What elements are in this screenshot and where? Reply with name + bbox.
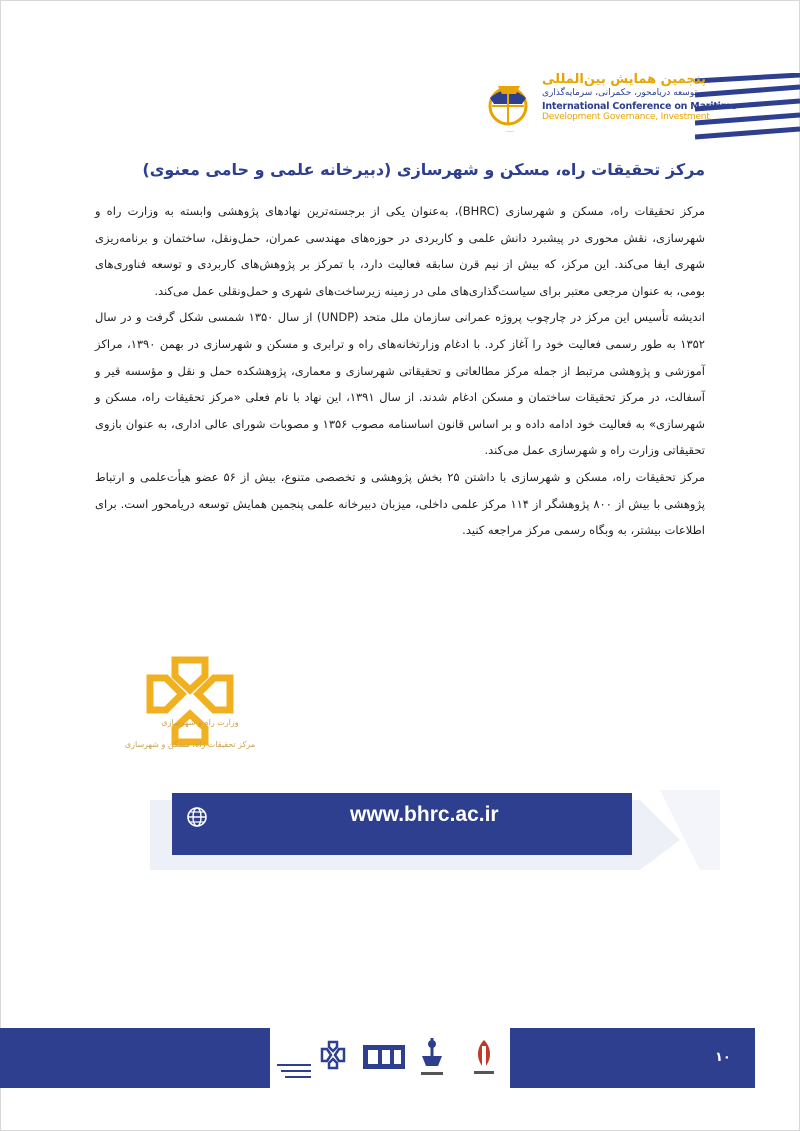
svg-text:___: ___ [506,126,514,132]
body-text [95,198,705,544]
maritime-logo-icon [418,1036,446,1080]
bhrc-logo-icon [120,656,260,766]
conference-header [405,62,737,150]
header-en-subtitle: Development Governance, Investment [542,112,710,122]
header-fa-title: پنجمین همایش بین‌المللی [542,72,706,87]
partner-logo-icon [362,1044,406,1070]
ministry-text-logo-icon [275,1060,313,1082]
page-title: مرکز تحقیقات راه، مسکن و شهرسازی (دبیرخانه علمی و حامی معنوی) [142,160,705,179]
header-en-title: International Conference on Maritime [542,101,737,112]
bhrc-caption-ministry: وزارت راه و شهرسازی [161,718,239,727]
paragraph-1: مرکز تحقیقات راه، مسکن و شهرسازی (BHRC)، به‌عنوان یکی از برجسته‌ترین نهادهای پژوهشی وابسته به وزارت راه و شهرسازی، نقش محوری در پیشبرد دانش علمی و کاربردی در حوزه‌های مهندسی عمران، حمل‌ونقل، ساختمان و برنامه‌ریزی شهری ایفا می‌کند. این مرکز، که بیش از نیم قرن سابقه فعالیت دارد، با تمرکز بر پژوهش‌های کاربردی و توسعه فناوری‌های بومی، به عنوان مرجعی معتبر برای سیاست‌گذاری‌های ملی در زمینه زیرساخت‌های شهری و حمل‌ونقلی عمل می‌کند. [95,204,705,298]
bhrc-small-logo-icon [318,1040,348,1070]
conference-logo-icon [480,72,540,132]
bhrc-caption-center: مرکز تحقیقات راه، مسکن و شهرسازی [124,740,256,749]
paragraph-3: مرکز تحقیقات راه، مسکن و شهرسازی با داشتن ۲۵ بخش پژوهشی و تخصصی متنوع، بیش از ۵۶ عضو هیأت‌علمی و ارتباط پژوهشی با بیش از ۸۰۰ پژوهشگر از ۱۱۴ مرکز علمی داخلی، میزبان دبیرخانه علمی پنجمین همایش توسعه دریامحور است. برای اطلاعات بیشتر، به وبگاه رسمی مرکز مراجعه کنید. [95,469,706,538]
globe-icon [186,806,208,828]
iran-emblem-icon [470,1038,498,1078]
page-number: ۱۰ [715,1050,731,1065]
header-fa-subtitle: توسعه دریامحور، حکمرانی، سرمایه‌گذاری [542,88,697,98]
paragraph-2: اندیشه تأسیس این مرکز در چارچوب پروژه عمرانی سازمان ملل متحد (UNDP) از سال ۱۳۵۰ شمسی شکل گرفت و در سال ۱۳۵۲ به طور رسمی فعالیت خود را آغاز کرد. با ادغام وزارتخانه‌های راه و ترابری و مسکن و شهرسازی در بهمن ۱۳۹۰، مراکز آموزشی و پژوهشی مرتبط از جمله مرکز مطالعاتی و تحقیقاتی شهرسازی و معماری، پژوهشکده حمل و نقل و مؤسسه قیر و آسفالت، در مرکز تحقیقات ساختمان و مسکن ادغام شدند. از سال ۱۳۹۱، این نهاد با نام فعلی «مرکز تحقیقات راه، مسکن و شهرسازی» به فعالیت خود ادامه داده و بر اساس قانون اساسنامه مصوب ۱۳۵۶ و مصوبات شورای عالی اداری، به عنوان بازوی تحقیقاتی وزارت راه و شهرسازی عمل می‌کند. [95,310,705,458]
website-url-link[interactable]: www.bhrc.ac.ir [350,803,499,826]
